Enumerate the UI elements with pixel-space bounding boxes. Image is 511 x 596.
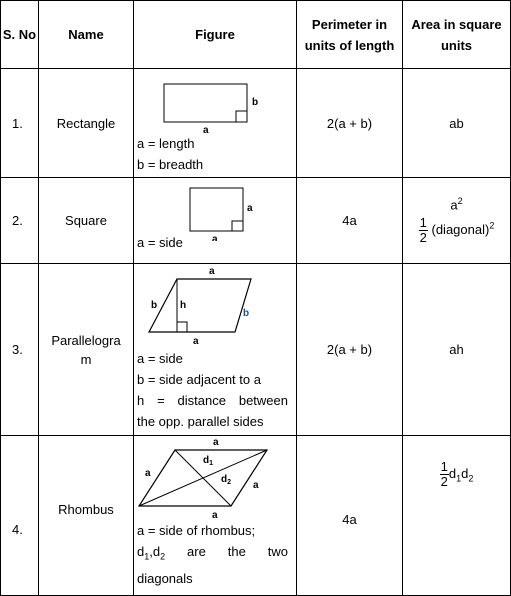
label-b-right: b: [243, 308, 250, 319]
area-half-diagonal: $\frac{1}{2}$ (diagonal)$^2$: [419, 215, 495, 246]
row-perimeter: 4a: [297, 436, 403, 596]
desc-line: b = breadth: [137, 157, 204, 172]
header-figure: Figure: [134, 1, 297, 69]
row-perimeter: 2(a + b): [297, 264, 403, 436]
table-row-square: [1, 178, 511, 264]
fraction: $\frac{1}{2}$: [419, 215, 427, 246]
label-a-top: a: [213, 437, 219, 448]
row-name: Rectangle: [39, 69, 134, 178]
desc-line: b = side adjacent to a: [137, 372, 261, 387]
figure-description: [137, 520, 296, 589]
row-name: Rhombus: [39, 436, 134, 596]
row-name: Square: [39, 178, 134, 264]
row-area: [403, 178, 511, 264]
header-area: Area in square units: [403, 1, 511, 69]
desc-line: a = side: [137, 235, 183, 250]
desc-line: a = length: [137, 136, 195, 151]
row-figure: [134, 264, 297, 436]
label-a-bottom: a: [193, 336, 199, 347]
rectangle-figure: [137, 69, 287, 133]
parallelogram-figure: [137, 264, 287, 348]
label-a-bottom: a: [212, 510, 218, 520]
desc-line: $d_1,d_2$ are the two: [137, 544, 288, 562]
row-area: ab: [403, 69, 511, 178]
header-perimeter: Perimeter in units of length: [297, 1, 403, 69]
desc-line: diagonals: [137, 570, 193, 586]
figure-description: [137, 133, 296, 175]
row-area: $\frac{1}{2}$ $d_1d_2$: [403, 436, 511, 596]
table-row-rhombus: [1, 436, 511, 596]
row-sno: 3.: [1, 264, 39, 436]
row-sno: 4.: [1, 436, 39, 596]
desc-line: h = distance between: [137, 393, 288, 408]
row-sno: 1.: [1, 69, 39, 178]
label-b-left: b: [151, 300, 158, 311]
label-h: h: [180, 300, 187, 311]
row-figure: [134, 436, 297, 596]
header-sno: S. No: [1, 1, 39, 69]
label-a-bottom: a: [212, 234, 218, 241]
row-perimeter: 2(a + b): [297, 69, 403, 178]
name-line: m: [80, 351, 92, 367]
fraction: $\frac{1}{2}$: [440, 459, 448, 489]
row-perimeter: 4a: [297, 178, 403, 264]
name-line: Parallelogra: [51, 332, 121, 348]
figure-description: [137, 348, 296, 432]
table-row-parallelogram: [1, 264, 511, 436]
area-a-squared: $a^2$: [450, 195, 463, 213]
label-a-right: a: [247, 203, 253, 214]
label-a-top: a: [209, 266, 215, 277]
desc-line: the opp. parallel sides: [137, 414, 264, 429]
header-row: [1, 1, 511, 69]
label-a-right: a: [253, 480, 259, 491]
figure-description: [137, 232, 191, 253]
row-sno: 2.: [1, 178, 39, 264]
row-figure: [134, 69, 297, 178]
row-figure: [134, 178, 297, 264]
header-name: Name: [39, 1, 134, 69]
label-a: a: [203, 125, 209, 133]
table-row-rectangle: [1, 69, 511, 178]
row-area: ah: [403, 264, 511, 436]
desc-line: a = side: [137, 351, 183, 366]
label-a-left: a: [145, 468, 151, 479]
desc-line: a = side of rhombus;: [137, 523, 256, 538]
row-name: [39, 264, 134, 436]
label-d2: $d_2$: [221, 474, 232, 486]
rhombus-figure: [137, 436, 287, 520]
label-b: b: [252, 97, 259, 108]
label-d1: $d_1$: [203, 455, 214, 467]
